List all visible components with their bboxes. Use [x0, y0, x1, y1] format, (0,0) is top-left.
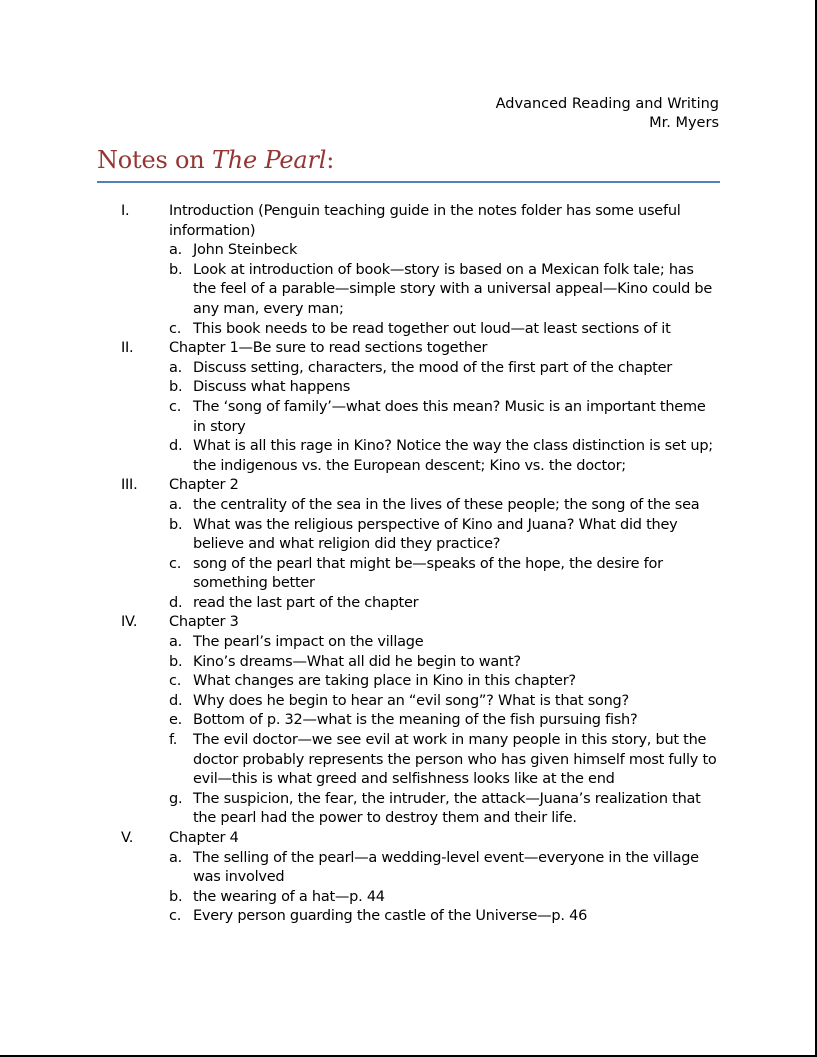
outline-section: [121, 476, 721, 613]
item-letter: a.: [169, 359, 182, 376]
outline-item: [169, 888, 721, 908]
teacher-name: Mr. Myers: [649, 115, 719, 131]
item-letter: b.: [169, 261, 183, 278]
item-text: The ‘song of family’—what does this mean? Music is an important theme in story: [193, 398, 706, 435]
outline-item: [169, 241, 721, 261]
header-block: [496, 95, 719, 133]
section-number: I.: [121, 203, 130, 219]
outline-item: [169, 790, 721, 829]
outline-item: [169, 711, 721, 731]
outline-item: [169, 653, 721, 673]
item-text: What changes are taking place in Kino in this chapter?: [193, 673, 576, 690]
item-text: song of the pearl that might be—speaks of the hope, the desire for something better: [193, 555, 663, 592]
outline-section: [121, 829, 721, 927]
outline-item: [169, 594, 721, 614]
item-letter: g.: [169, 790, 183, 807]
item-letter: c.: [169, 673, 182, 690]
section-body: [169, 202, 721, 339]
section-heading: Chapter 1—Be sure to read sections together: [169, 340, 488, 357]
item-letter: b.: [169, 379, 183, 396]
item-letter: e.: [169, 712, 183, 729]
item-text: Bottom of p. 32—what is the meaning of the fish pursuing fish?: [193, 712, 638, 729]
outline-item: [169, 849, 721, 888]
item-letter: d.: [169, 594, 183, 611]
item-text: John Steinbeck: [193, 242, 298, 259]
section-heading: Chapter 3: [169, 614, 239, 631]
item-letter: c.: [169, 398, 182, 415]
outline-item: [169, 516, 721, 555]
item-text: Kino’s dreams—What all did he begin to want?: [193, 653, 521, 670]
section-heading: Introduction (Penguin teaching guide in the notes folder has some useful information): [169, 203, 681, 239]
title-prefix: Notes on: [97, 146, 212, 174]
item-letter: c.: [169, 908, 182, 925]
item-text: This book needs to be read together out loud—at least sections of it: [193, 320, 671, 337]
notes-outline: [121, 202, 721, 927]
outline-item: [169, 320, 721, 340]
page-title: [97, 146, 334, 174]
item-letter: b.: [169, 888, 183, 905]
item-text: Why does he begin to hear an “evil song”? What is that song?: [193, 692, 629, 709]
title-rule: [97, 181, 720, 183]
item-text: Discuss setting, characters, the mood of the first part of the chapter: [193, 359, 672, 376]
title-book: The Pearl: [211, 146, 327, 174]
item-letter: d.: [169, 692, 183, 709]
item-text: The suspicion, the fear, the intruder, the attack—Juana’s realization that the pearl had the power to destroy them and their life.: [193, 790, 701, 827]
item-text: Every person guarding the castle of the Universe—p. 46: [193, 908, 588, 925]
item-letter: d.: [169, 438, 183, 455]
item-letter: a.: [169, 634, 182, 651]
section-body: [169, 613, 721, 829]
item-letter: a.: [169, 496, 182, 513]
section-number: IV.: [121, 614, 138, 631]
item-text: The pearl’s impact on the village: [193, 634, 424, 651]
item-text: Discuss what happens: [193, 379, 351, 396]
outline-section: [121, 202, 721, 339]
section-heading: Chapter 4: [169, 830, 239, 846]
section-body: [169, 339, 721, 476]
section-body: [169, 829, 721, 927]
title-suffix: :: [326, 146, 335, 174]
item-text: read the last part of the chapter: [193, 594, 419, 611]
outline-item: [169, 555, 721, 594]
item-text: The selling of the pearl—a wedding-level event—everyone in the village was involved: [193, 849, 699, 886]
outline-item: [169, 398, 721, 437]
item-letter: a.: [169, 849, 182, 866]
item-letter: a.: [169, 242, 182, 259]
section-heading: Chapter 2: [169, 477, 239, 494]
outline-item: [169, 672, 721, 692]
item-letter: b.: [169, 653, 183, 670]
section-number: III.: [121, 477, 138, 494]
section-number: II.: [121, 340, 134, 357]
outline-item: [169, 359, 721, 379]
course-name: Advanced Reading and Writing: [495, 96, 719, 112]
item-text: What was the religious perspective of Kino and Juana? What did they believe and what religion did they practice?: [193, 516, 678, 553]
item-text: What is all this rage in Kino? Notice the way the class distinction is set up; the indigenous vs. the European descent; Kino vs. the doctor;: [193, 438, 713, 474]
item-text: The evil doctor—we see evil at work in many people in this story, but the doctor probably represents the person who has given himself most fully to evil—this is what greed and selfishness looks like at the end: [193, 732, 717, 788]
item-letter: c.: [169, 320, 182, 337]
outline-item: [169, 907, 721, 927]
outline-item: [169, 633, 721, 653]
section-body: [169, 476, 721, 613]
item-text: the centrality of the sea in the lives of these people; the song of the sea: [193, 496, 700, 513]
outline-item: [169, 261, 721, 320]
outline-item: [169, 692, 721, 712]
outline-item: [169, 496, 721, 516]
item-letter: f.: [169, 732, 178, 749]
outline-item: [169, 731, 721, 790]
outline-item: [169, 378, 721, 398]
item-letter: c.: [169, 555, 182, 572]
outline-section: [121, 613, 721, 829]
item-text: Look at introduction of book—story is based on a Mexican folk tale; has the feel of a parable—simple story with a universal appeal—Kino could be any man, every man;: [193, 261, 713, 317]
section-number: V.: [121, 830, 134, 846]
outline-section: [121, 339, 721, 476]
outline-item: [169, 437, 721, 476]
item-letter: b.: [169, 516, 183, 533]
item-text: the wearing of a hat—p. 44: [193, 888, 385, 905]
